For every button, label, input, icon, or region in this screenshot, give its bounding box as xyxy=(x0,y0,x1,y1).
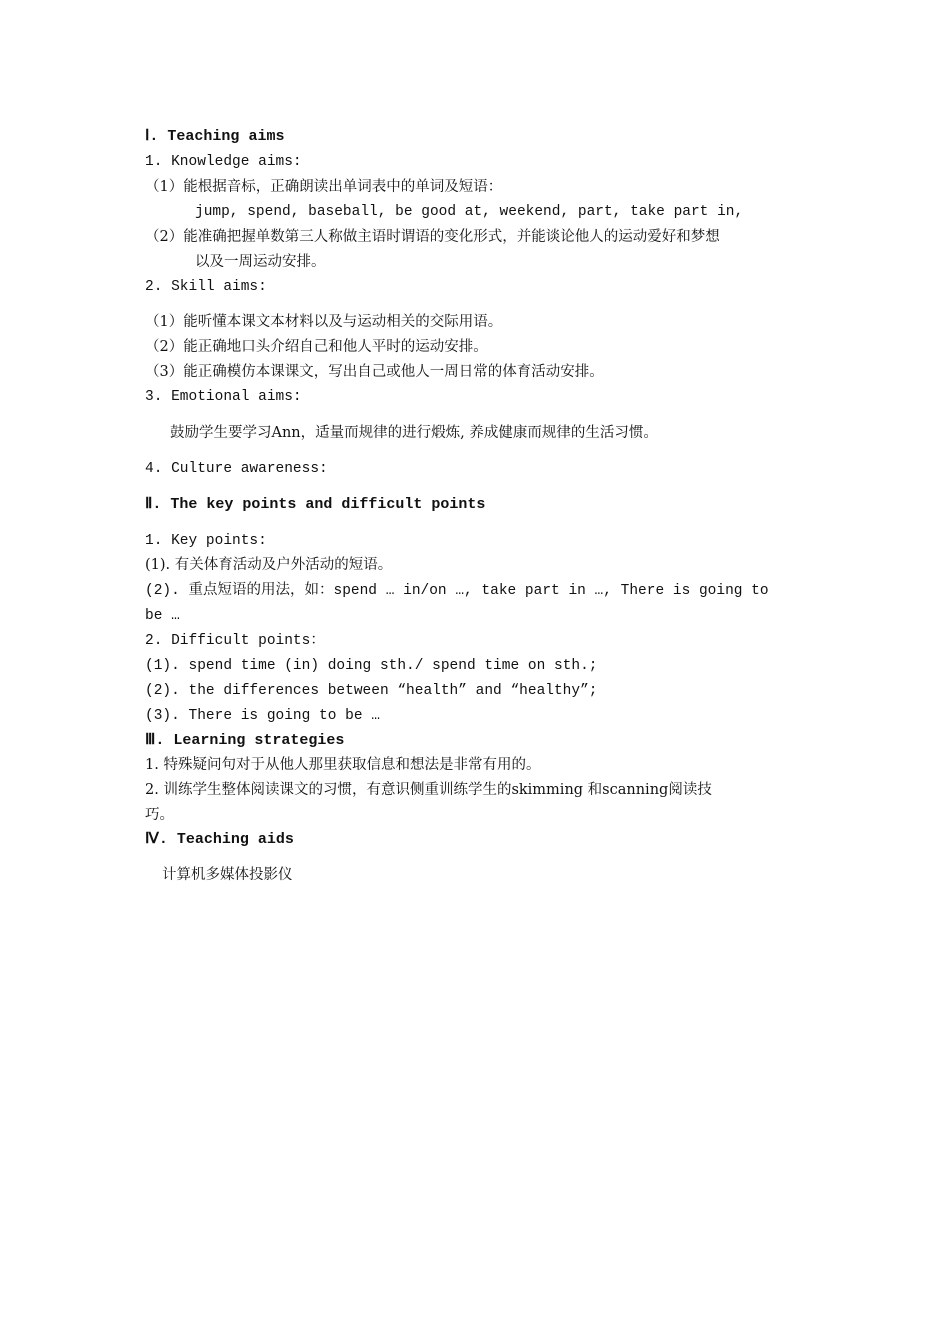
difficult-point-2: (2). the differences between “health” and “healthy”; xyxy=(145,683,598,699)
vocabulary-list: jump, spend, baseball, be good at, weekend, part, take part in, xyxy=(195,204,744,220)
key-points-heading: 1. Key points: xyxy=(145,533,267,549)
culture-awareness-heading: 4. Culture awareness: xyxy=(145,461,328,477)
teaching-aids-text: 计算机多媒体投影仪 xyxy=(162,867,293,883)
strategy-2: 2. 训练学生整体阅读课文的习惯，有意识侧重训练学生的skimming 和scanning阅读技 xyxy=(145,782,712,798)
key-point-2-continued: be … xyxy=(145,608,180,624)
strategy-2-continued: 巧。 xyxy=(145,807,174,823)
difficult-points-heading: 2. Difficult points： xyxy=(145,633,325,649)
strategy-1: 1. 特殊疑问句对于从他人那里获取信息和想法是非常有用的。 xyxy=(145,757,541,773)
knowledge-aim-2: （2）能准确把握单数第三人称做主语时谓语的变化形式，并能谈论他人的运动爱好和梦想 xyxy=(145,229,720,245)
skill-aim-2: （2）能正确地口头介绍自己和他人平时的运动安排。 xyxy=(145,339,488,355)
difficult-point-3: (3). There is going to be … xyxy=(145,708,380,724)
skill-aim-1: （1）能听懂本课文本材料以及与运动相关的交际用语。 xyxy=(145,314,503,330)
section-3-heading: Ⅲ. Learning strategies xyxy=(145,732,345,749)
skill-aim-3: （3）能正确模仿本课课文，写出自己或他人一周日常的体育活动安排。 xyxy=(145,364,604,380)
knowledge-aim-1: （1）能根据音标，正确朗读出单词表中的单词及短语： xyxy=(145,179,503,195)
key-point-1: (1). 有关体育活动及户外活动的短语。 xyxy=(145,557,393,573)
knowledge-aims-heading: 1. Knowledge aims: xyxy=(145,154,302,170)
section-1-heading: Ⅰ. Teaching aims xyxy=(145,128,285,145)
emotional-aims-heading: 3. Emotional aims: xyxy=(145,389,302,405)
difficult-point-1: (1). spend time (in) doing sth./ spend time on sth.; xyxy=(145,658,598,674)
key-point-2: (2). 重点短语的用法，如：spend … in/on …, take part in …, There is going to xyxy=(145,583,769,599)
section-4-heading: Ⅳ. Teaching aids xyxy=(145,831,294,848)
section-2-heading: Ⅱ. The key points and difficult points xyxy=(145,496,486,513)
knowledge-aim-2-continued: 以及一周运动安排。 xyxy=(195,254,326,270)
emotional-aims-text: 鼓励学生要学习Ann，适量而规律的进行煅炼, 养成健康而规律的生活习惯。 xyxy=(170,425,658,441)
skill-aims-heading: 2. Skill aims: xyxy=(145,279,267,295)
